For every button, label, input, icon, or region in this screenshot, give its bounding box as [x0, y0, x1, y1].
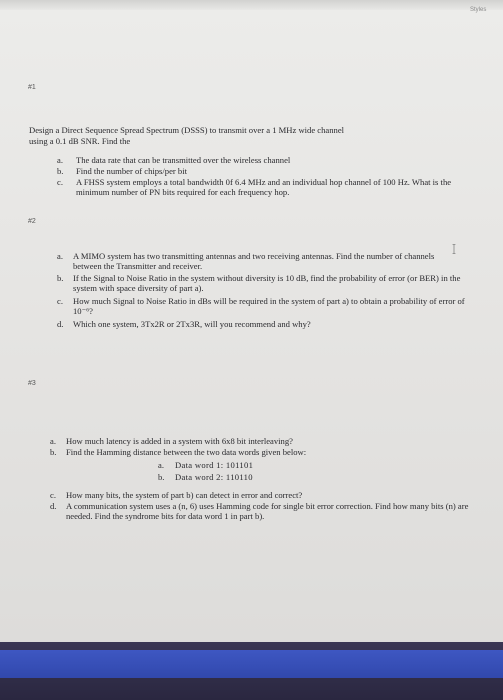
q2-item-b-text: If the Signal to Noise Ratio in the system without diversity is 10 dB, find the probability of error (or BER) in the system with space diversity of part a). [73, 273, 461, 293]
q2-item-a-marker: a. [57, 251, 63, 261]
q1-item-c-text: A FHSS system employs a total bandwidth 0f 6.4 MHz and an individual hop channel of 100 Hz. What is the minimum number of PN bits required for each frequency hop. [76, 177, 452, 197]
q3-subitem-b-text: Data word 2: 110110 [175, 472, 253, 482]
q1-item-a-text: The data rate that can be transmitted over the wireless channel [76, 155, 291, 165]
q3-item-a-text: How much latency is added in a system with 6x8 bit interleaving? [66, 436, 293, 446]
q3-item-b-marker: b. [50, 447, 57, 457]
q2-item-c-text: How much Signal to Noise Ratio in dBs will be required in the system of part a) to obtain a probability of error of 10⁻⁶? [73, 296, 465, 316]
q3-item-a-marker: a. [50, 436, 56, 446]
q2-item-c-marker: c. [57, 296, 63, 306]
q1-item-b-text: Find the number of chips/per bit [76, 166, 187, 176]
text-cursor-icon [452, 244, 456, 254]
q1-item-b-marker: b. [57, 166, 64, 176]
q3-subitem-b-marker: b. [158, 472, 165, 482]
q3-item-c-text: How many bits, the system of part b) can detect in error and correct? [66, 490, 303, 500]
q1-item-a-marker: a. [57, 155, 63, 165]
q2-item-a-text: A MIMO system has two transmitting antennas and two receiving antennas. Find the number of channels between the Transmitter and receiver. [73, 251, 435, 271]
q2-item-d-text: Which one system, 3Tx2R or 2Tx3R, will you recommend and why? [73, 319, 311, 329]
question-3-number: #3 [28, 380, 36, 387]
toolbar-strip [0, 0, 503, 10]
q1-item-c-marker: c. [57, 177, 63, 187]
q2-item-d-marker: d. [57, 319, 64, 329]
q3-item-b-text: Find the Hamming distance between the two data words given below: [66, 447, 307, 457]
q3-item-d-text: A communication system uses a (n, 6) uses Hamming code for single bit error correction. Find how many bits (n) are needed. Find the syndrome bits for data word 1 in part b). [66, 501, 469, 521]
question-1-number: #1 [28, 84, 36, 91]
taskbar [0, 650, 503, 678]
styles-label[interactable]: Styles [470, 7, 487, 13]
q3-item-d-marker: d. [50, 501, 57, 511]
q3-subitem-a-text: Data word 1: 101101 [175, 460, 254, 470]
q2-item-b-marker: b. [57, 273, 64, 283]
q1-intro-line-2: using a 0.1 dB SNR. Find the [29, 136, 131, 146]
question-2-number: #2 [28, 218, 36, 225]
q1-intro-line-1: Design a Direct Sequence Spread Spectrum (DSSS) to transmit over a 1 MHz wide channel [29, 125, 345, 135]
q3-subitem-a-marker: a. [158, 460, 164, 470]
q3-item-c-marker: c. [50, 490, 56, 500]
